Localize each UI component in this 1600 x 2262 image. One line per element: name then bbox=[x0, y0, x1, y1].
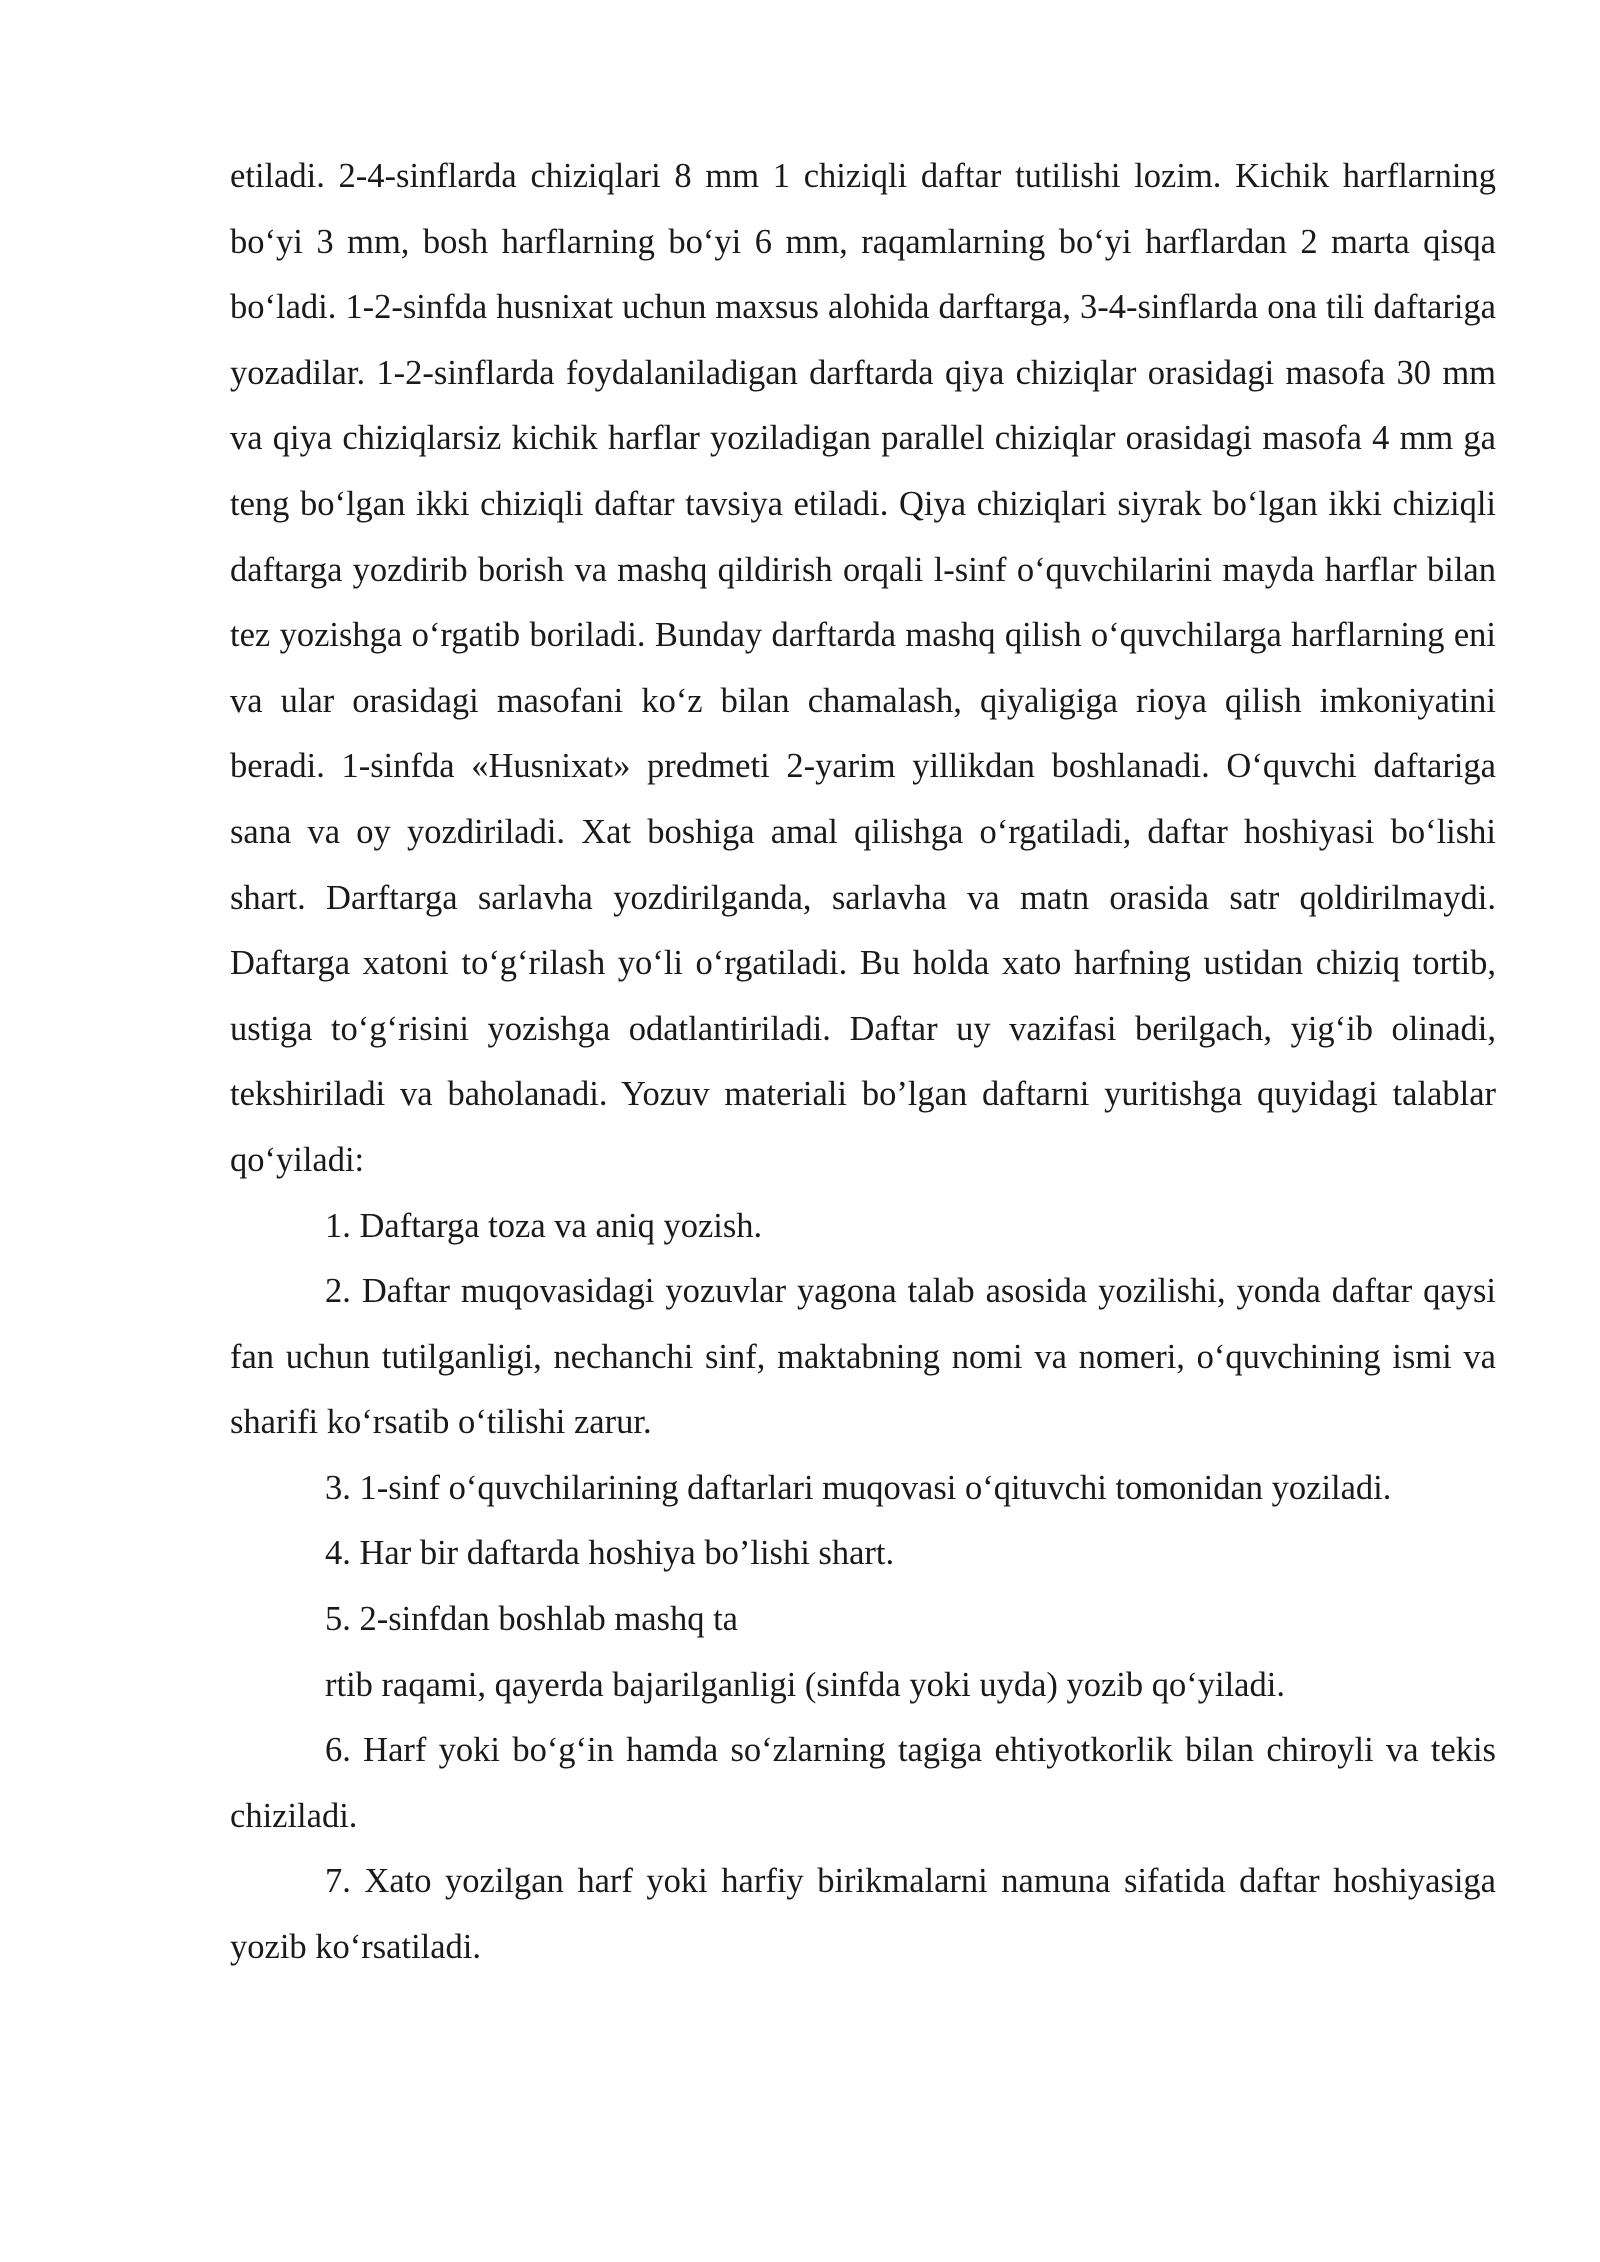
list-item-2: 2. Daftar muqovasidagi yozuvlar yagona talab asosida yozilishi, yonda daftar qaysi fan uchun tutilganligi, nechanchi sinf, maktabning nomi va nomeri, o‘quvchining ismi va sharifi ko‘rsatib o‘tilishi zarur. bbox=[230, 1272, 1496, 1442]
list-item-1: 1. Daftarga toza va aniq yozish. bbox=[325, 1206, 763, 1245]
document-page bbox=[230, 144, 1496, 1981]
list-item-7: 7. Xato yozilgan harf yoki harfiy birikmalarni namuna sifatida daftar hoshiyasiga yozib ko‘rsatiladi. bbox=[230, 1862, 1496, 1967]
list-item-5: 5. 2-sinfdan boshlab mashq ta bbox=[325, 1600, 738, 1639]
list-item-6: 6. Harf yoki bo‘g‘in hamda so‘zlarning tagiga ehtiyotkorlik bilan chiroyli va tekis chiziladi. bbox=[230, 1731, 1496, 1835]
intro-paragraph: etiladi. 2-4-sinflarda chiziqlari 8 mm 1 chiziqli daftar tutilishi lozim. Kichik harflarning bo‘yi 3 mm, bosh harflarning bo‘yi 6 mm, raqamlarning bo‘yi harflardan 2 marta qisqa bo‘ladi. 1-2-sinfda husnixat uchun maxsus alohida darftarga, 3-4-sinflarda ona tili daftariga yozadilar. 1-2-sinflarda foydalaniladigan darftarda qiya chiziqlar orasidagi masofa 30 mm va qiya chiziqlarsiz kichik harflar yoziladigan parallel chiziqlar orasidagi masofa 4 mm ga teng bo‘lgan ikki chiziqli daftar tavsiya etiladi. Qiya chiziqlari siyrak bo‘lgan ikki chiziqli daftarga yozdirib borish va mashq qildirish orqali l-sinf o‘quvchilarini mayda harflar bilan tez yozishga o‘rgatib boriladi. Bunday darftarda mashq qilish o‘quvchilarga harflarning eni va ular orasidagi masofani ko‘z bilan chamalash, qiyaligiga rioya qilish imkoniyatini beradi. 1-sinfda «Husnixat» predmeti 2-yarim yillikdan boshlanadi. O‘quvchi daftariga sana va oy yozdiriladi. Xat boshiga amal qilishga o‘rgatiladi, daftar hoshiyasi bo‘lishi shart. Darftarga sarlavha yozdirilganda, sarlavha va matn orasida satr qoldirilmaydi. Daftarga xatoni to‘g‘rilash yo‘li o‘rgatiladi. Bu holda xato harfning ustidan chiziq tortib, ustiga to‘g‘risini yozishga odatlantiriladi. Daftar uy vazifasi berilgach, yig‘ib olinadi, tekshiriladi va baholanadi. Yozuv materiali bo’lgan daftarni yuritishga quyidagi talablar qo‘yiladi: bbox=[230, 157, 1496, 1179]
list-item-4: 4. Har bir daftarda hoshiya bo’lishi shart. bbox=[325, 1534, 895, 1573]
list-item-5-continuation: rtib raqami, qayerda bajarilganligi (sinfda yoki uyda) yozib qo‘yiladi. bbox=[325, 1665, 1285, 1704]
list-item-3: 3. 1-sinf o‘quvchilarining daftarlari muqovasi o‘qituvchi tomonidan yoziladi. bbox=[325, 1468, 1392, 1507]
